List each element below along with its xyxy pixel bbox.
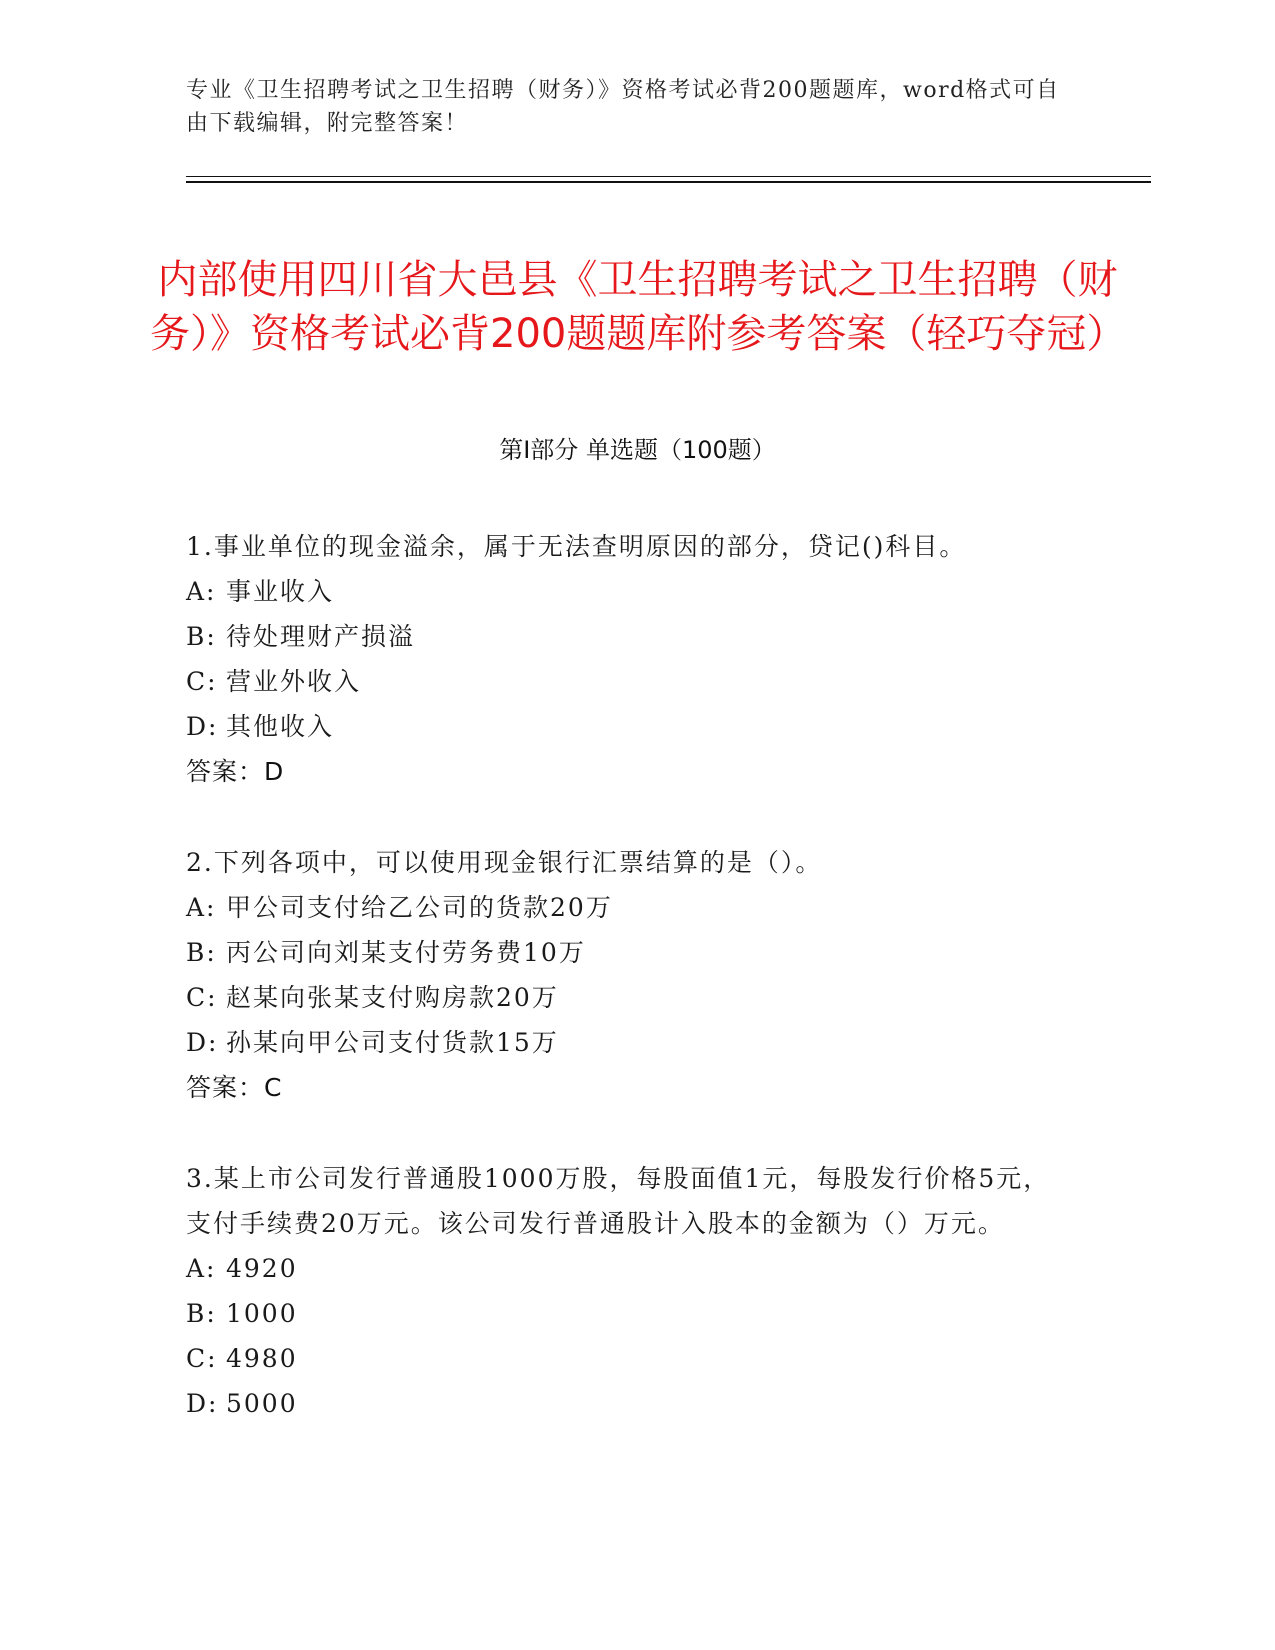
option-label: D:	[186, 1028, 219, 1057]
header-note: 专业《卫生招聘考试之卫生招聘（财务）》资格考试必背200题题库，word格式可自由下载编辑，附完整答案！	[186, 78, 1060, 136]
section-heading: 第Ⅰ部分 单选题（100题）	[499, 436, 776, 464]
option-text: 孙某向甲公司支付货款15万	[226, 1028, 559, 1057]
option-label: B:	[186, 938, 217, 967]
option-text: 4920	[226, 1254, 298, 1283]
option-label: C:	[186, 667, 218, 696]
option-label: A:	[186, 1254, 217, 1283]
question-item	[186, 524, 1066, 794]
option-text: 待处理财产损溢	[226, 622, 416, 651]
option-text: 赵某向张某支付购房款20万	[226, 983, 559, 1012]
option-text: 营业外收入	[226, 667, 362, 696]
option-c	[186, 659, 1066, 704]
option-text: 1000	[226, 1299, 298, 1328]
answer-line: 答案：C	[186, 1073, 283, 1102]
option-text: 丙公司向刘某支付劳务费10万	[226, 938, 586, 967]
question-list	[186, 524, 1066, 1472]
option-label: C:	[186, 983, 218, 1012]
option-label: B:	[186, 1299, 217, 1328]
option-d	[186, 1381, 1066, 1426]
question-stem: 1.事业单位的现金溢余，属于无法查明原因的部分，贷记()科目。	[186, 532, 967, 561]
header-divider-thick	[186, 181, 1151, 183]
option-text: 其他收入	[226, 712, 335, 741]
document-title: 内部使用四川省大邑县《卫生招聘考试之卫生招聘（财务）》资格考试必背200题题库附参考答案（轻巧夺冠）	[150, 256, 1127, 357]
option-text: 甲公司支付给乙公司的货款20万	[226, 893, 613, 922]
option-text: 事业收入	[226, 577, 335, 606]
question-stem: 2.下列各项中，可以使用现金银行汇票结算的是（）。	[186, 848, 823, 877]
option-d	[186, 704, 1066, 749]
header-divider-thin	[186, 176, 1151, 177]
option-label: C:	[186, 1344, 218, 1373]
question-item	[186, 1156, 1066, 1426]
option-label: B:	[186, 622, 217, 651]
option-text: 5000	[226, 1389, 298, 1418]
option-a	[186, 1246, 1066, 1291]
option-b	[186, 930, 1066, 975]
option-d	[186, 1020, 1066, 1065]
option-label: A:	[186, 893, 217, 922]
answer-line: 答案：D	[186, 757, 285, 786]
option-a	[186, 569, 1066, 614]
option-b	[186, 614, 1066, 659]
option-c	[186, 975, 1066, 1020]
question-stem: 3.某上市公司发行普通股1000万股，每股面值1元，每股发行价格5元，支付手续费20万元。该公司发行普通股计入股本的金额为（）万元。	[186, 1164, 1051, 1238]
option-label: A:	[186, 577, 217, 606]
option-label: D:	[186, 1389, 219, 1418]
option-c	[186, 1336, 1066, 1381]
option-a	[186, 885, 1066, 930]
option-text: 4980	[226, 1344, 298, 1373]
question-item	[186, 840, 1066, 1110]
option-b	[186, 1291, 1066, 1336]
option-label: D:	[186, 712, 219, 741]
